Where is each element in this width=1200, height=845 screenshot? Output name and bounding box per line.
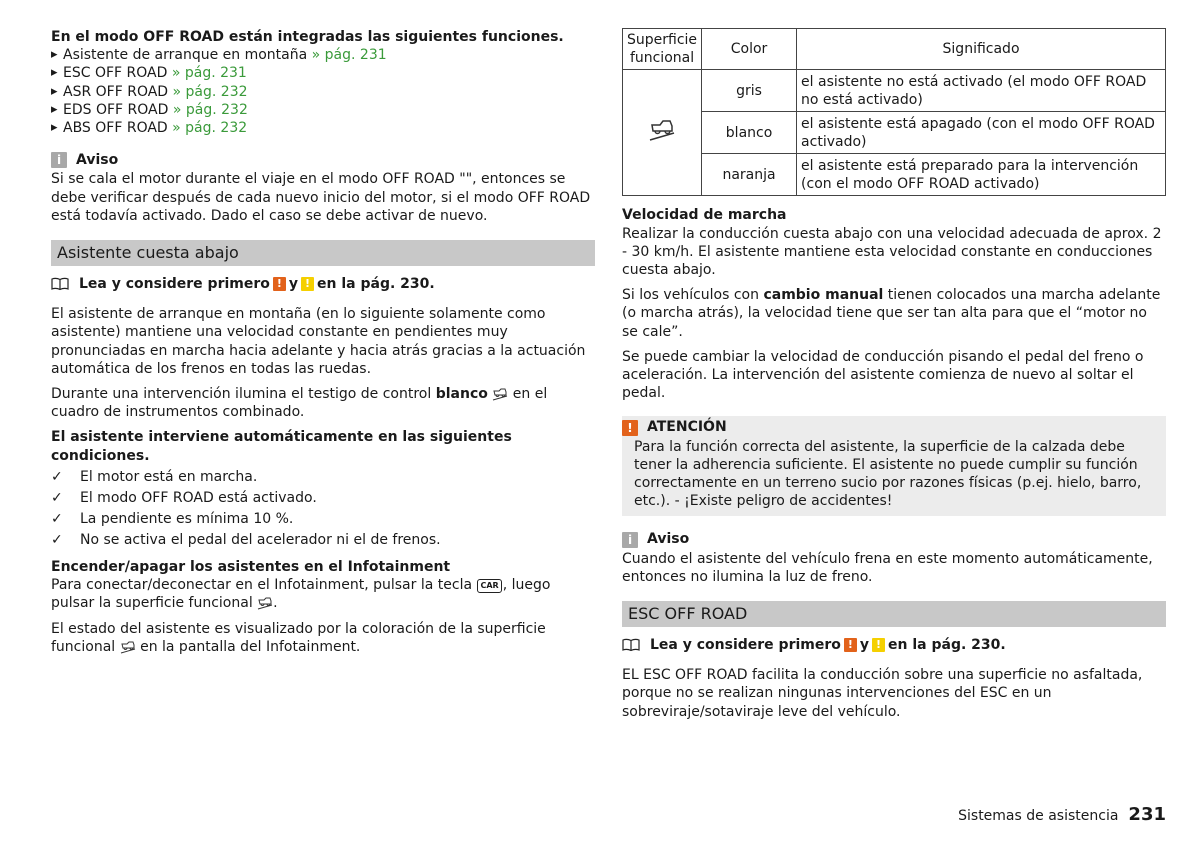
color-cell: naranja (702, 154, 797, 196)
hill-descent-icon (257, 596, 273, 610)
paragraph: Se puede cambiar la velocidad de conducción pisando el pedal del freno o aceleración. La intervención del asistente comienza de nuevo al soltar el pedal. (622, 348, 1144, 402)
function-surface-table (622, 28, 1166, 196)
table-header-row (623, 29, 1166, 70)
car-key-icon: CAR (477, 579, 501, 593)
hill-descent-icon (492, 387, 508, 401)
warning-heading (622, 418, 1166, 436)
conditions-list (51, 468, 595, 549)
conditions-title: El asistente interviene automáticamente en las siguientes condiciones. (51, 429, 512, 464)
warning-title: ATENCIÓN (647, 419, 727, 436)
list-item: ✓ El motor está en marcha. (51, 468, 595, 486)
page-number: 231 (1128, 804, 1166, 825)
list-item: ▸ EDS OFF ROAD » pág. 232 (51, 101, 595, 119)
paragraph: Realizar la conducción cuesta abajo con una velocidad adecuada de aprox. 2 - 30 km/h. El asistente mantiene esta velocidad constante en conducciones cuesta abajo. (622, 225, 1162, 279)
paragraph: EL ESC OFF ROAD facilita la conducción sobre una superficie no asfaltada, porque no se realizan ningunas intervenciones del ESC en un sobreviraje/sotaviraje leve del vehículo. (622, 667, 1143, 720)
paragraph: Si los vehículos con cambio manual tienen colocados una marcha adelante (o marcha atrás), la velocidad tiene que ser tan alta para que el “motor no se cale”. (622, 287, 1161, 340)
warning-icon: ! (622, 420, 638, 436)
page-link[interactable]: » pág. 231 (171, 65, 247, 82)
warning-icon[interactable]: ! (273, 277, 286, 291)
info-icon: i (51, 152, 67, 168)
info-icon: i (622, 532, 638, 548)
meaning-cell: el asistente está preparado para la intervención (con el modo OFF ROAD activado) (797, 154, 1166, 196)
table-row (623, 154, 1166, 196)
meaning-cell: el asistente no está activado (el modo OFF ROAD no está activado) (797, 70, 1166, 112)
color-cell: blanco (702, 112, 797, 154)
chapter-name: Sistemas de asistencia (958, 808, 1119, 824)
hill-descent-icon (648, 118, 676, 142)
infotainment-title: Encender/apagar los asistentes en el Infotainment (51, 559, 451, 576)
speed-title: Velocidad de marcha (622, 207, 787, 224)
note-text: Cuando el asistente del vehículo frena en este momento automáticamente, entonces no ilumina la luz de freno. (622, 550, 1153, 585)
warning-text: Para la función correcta del asistente, la superficie de la calzada debe tener la adherencia suficiente. El asistente no puede cumplir su función correctamente en un terreno sucio por razones físicas (p.ej. hielo, barro, etc.). - ¡Existe peligro de accidentes! (634, 438, 1142, 510)
page-link[interactable]: » pág. 232 (172, 83, 248, 100)
book-icon (51, 277, 69, 291)
table-row (623, 70, 1166, 112)
right-column (622, 28, 1166, 728)
hill-descent-icon (120, 640, 136, 654)
note-title: Aviso (647, 531, 690, 548)
note-heading (51, 151, 595, 169)
page-link[interactable]: » pág. 231 (311, 47, 387, 64)
warning-box (622, 416, 1166, 516)
page-link[interactable]: » pág. 232 (172, 120, 248, 137)
functions-list (51, 46, 595, 137)
warning-icon[interactable]: ! (844, 638, 857, 652)
note-title: Aviso (76, 152, 119, 169)
caution-icon[interactable]: ! (872, 638, 885, 652)
list-item: ✓ La pendiente es mínima 10 %. (51, 510, 595, 528)
section-title-hill-descent: Asistente cuesta abajo (51, 240, 595, 266)
page-link[interactable]: » pág. 232 (172, 101, 248, 118)
table-header: Significado (797, 29, 1166, 70)
read-first-line: Lea y considere primero ! y ! en la pág. 230. (51, 275, 595, 293)
section-title-esc-off-road: ESC OFF ROAD (622, 601, 1166, 627)
list-item: ▸ ASR OFF ROAD » pág. 232 (51, 83, 595, 101)
table-header: Superficie funcional (623, 29, 702, 70)
list-item: ▸ ABS OFF ROAD » pág. 232 (51, 119, 595, 137)
book-icon (622, 638, 640, 652)
left-column (51, 26, 595, 663)
note-text: Si se cala el motor durante el viaje en el modo OFF ROAD "", entonces se debe verificar después de cada nuevo inicio del motor, si el modo OFF ROAD está todavía activado. Dado el caso se debe activar de nuevo. (51, 171, 591, 224)
paragraph: Para conectar/deconectar en el Infotainment, pulsar la tecla CAR , luego pulsar la superficie funcional . (51, 577, 551, 612)
function-surface-cell (623, 70, 702, 196)
caution-icon[interactable]: ! (301, 277, 314, 291)
paragraph: Durante una intervención ilumina el testigo de control blanco en el cuadro de instrumentos combinado. (51, 386, 548, 421)
read-first-line: Lea y considere primero ! y ! en la pág. 230. (622, 636, 1166, 654)
paragraph: El estado del asistente es visualizado por la coloración de la superficie funcional en la pantalla del Infotainment. (51, 620, 546, 655)
functions-intro: En el modo OFF ROAD están integradas las siguientes funciones. (51, 29, 564, 45)
page-footer (958, 806, 1166, 825)
list-item: ▸ ESC OFF ROAD » pág. 231 (51, 64, 595, 82)
list-item: ▸ Asistente de arranque en montaña » pág. 231 (51, 46, 595, 64)
table-header: Color (702, 29, 797, 70)
table-row (623, 112, 1166, 154)
paragraph: El asistente de arranque en montaña (en lo siguiente solamente como asistente) mantiene una velocidad constante en pendientes muy pronunciadas en marcha hacia adelante y hacia atrás gracias a la actuación automática de los frenos en todas las ruedas. (51, 306, 586, 377)
color-cell: gris (702, 70, 797, 112)
list-item: ✓ El modo OFF ROAD está activado. (51, 489, 595, 507)
meaning-cell: el asistente está apagado (con el modo OFF ROAD activado) (797, 112, 1166, 154)
list-item: ✓ No se activa el pedal del acelerador ni el de frenos. (51, 531, 595, 549)
note-heading (622, 530, 1166, 548)
